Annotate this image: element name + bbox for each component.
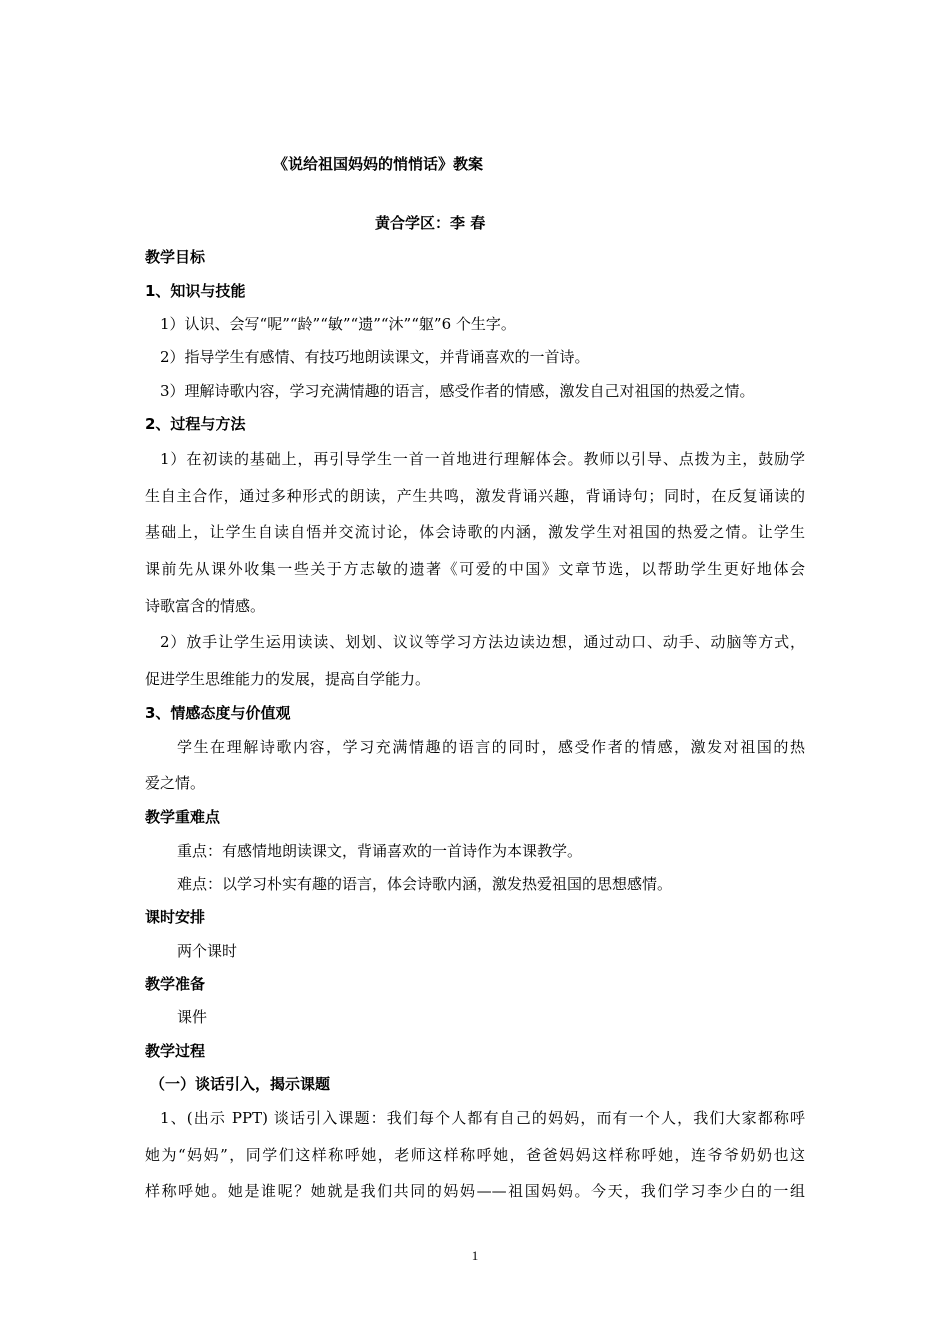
paragraph-line: 3）理解诗歌内容，学习充满情趣的语言，感受作者的情感，激发自己对祖国的热爱之情。 xyxy=(160,382,755,400)
heading-emotion-values: 3、情感态度与价值观 xyxy=(145,704,291,722)
paragraph-line: 1）认识、会写“呢”“龄”“敏”“遗”“沐”“躯”6 个生字。 xyxy=(160,315,516,333)
paragraph-line: 课件 xyxy=(177,1008,208,1026)
paragraph-line: 2）放手让学生运用读读、划划、议议等学习方法边读边想，通过动口、动手、动脑等方式， xyxy=(160,633,805,651)
heading-preparation: 教学准备 xyxy=(145,975,206,993)
heading-teaching-goals: 教学目标 xyxy=(145,248,206,266)
heading-schedule: 课时安排 xyxy=(145,908,206,926)
page-number: 1 xyxy=(471,1248,479,1263)
paragraph-line: 基础上，让学生自读自悟并交流讨论，体会诗歌的内涵，激发学生对祖国的热爱之情。让学生 xyxy=(145,523,805,541)
paragraph-line: 生自主合作，通过多种形式的朗读，产生共鸣，激发背诵兴趣，背诵诗句；同时，在反复诵读的 xyxy=(145,487,805,505)
paragraph-line: 2）指导学生有感情、有技巧地朗读课文，并背诵喜欢的一首诗。 xyxy=(160,348,590,366)
heading-process-method: 2、过程与方法 xyxy=(145,415,246,433)
paragraph-line: 1）在初读的基础上，再引导学生一首一首地进行理解体会。教师以引导、点拨为主，鼓励学 xyxy=(160,450,805,468)
heading-key-difficult: 教学重难点 xyxy=(145,808,221,826)
heading-teaching-process: 教学过程 xyxy=(145,1042,206,1060)
paragraph-line: 爱之情。 xyxy=(145,774,206,792)
paragraph-line: 诗歌富含的情感。 xyxy=(145,597,266,615)
paragraph-line: 学生在理解诗歌内容，学习充满情趣的语言的同时，感受作者的情感，激发对祖国的热 xyxy=(177,738,805,756)
paragraph-line: 重点：有感情地朗读课文，背诵喜欢的一首诗作为本课教学。 xyxy=(177,842,583,860)
paragraph-line: 难点：以学习朴实有趣的语言，体会诗歌内涵，激发热爱祖国的思想感情。 xyxy=(177,875,673,893)
subheading-intro: （一）谈话引入，揭示课题 xyxy=(150,1075,331,1093)
paragraph-line: 促进学生思维能力的发展，提高自学能力。 xyxy=(145,670,431,688)
paragraph-line: 1、(出示 PPT) 谈话引入课题：我们每个人都有自己的妈妈，而有一个人，我们大家都称呼 xyxy=(160,1109,805,1127)
author-line: 黄合学区：李 春 xyxy=(375,214,486,232)
heading-knowledge-skills: 1、知识与技能 xyxy=(145,282,246,300)
document-title: 《说给祖国妈妈的悄悄话》教案 xyxy=(273,155,484,173)
paragraph-line: 样称呼她。她是谁呢？她就是我们共同的妈妈——祖国妈妈。今天，我们学习李少白的一组 xyxy=(145,1182,805,1200)
paragraph-line: 两个课时 xyxy=(177,942,238,960)
paragraph-line: 课前先从课外收集一些关于方志敏的遗著《可爱的中国》文章节选，以帮助学生更好地体会 xyxy=(145,560,805,578)
paragraph-line: 她为“妈妈”，同学们这样称呼她，老师这样称呼她，爸爸妈妈这样称呼她，连爷爷奶奶也这 xyxy=(145,1146,805,1164)
